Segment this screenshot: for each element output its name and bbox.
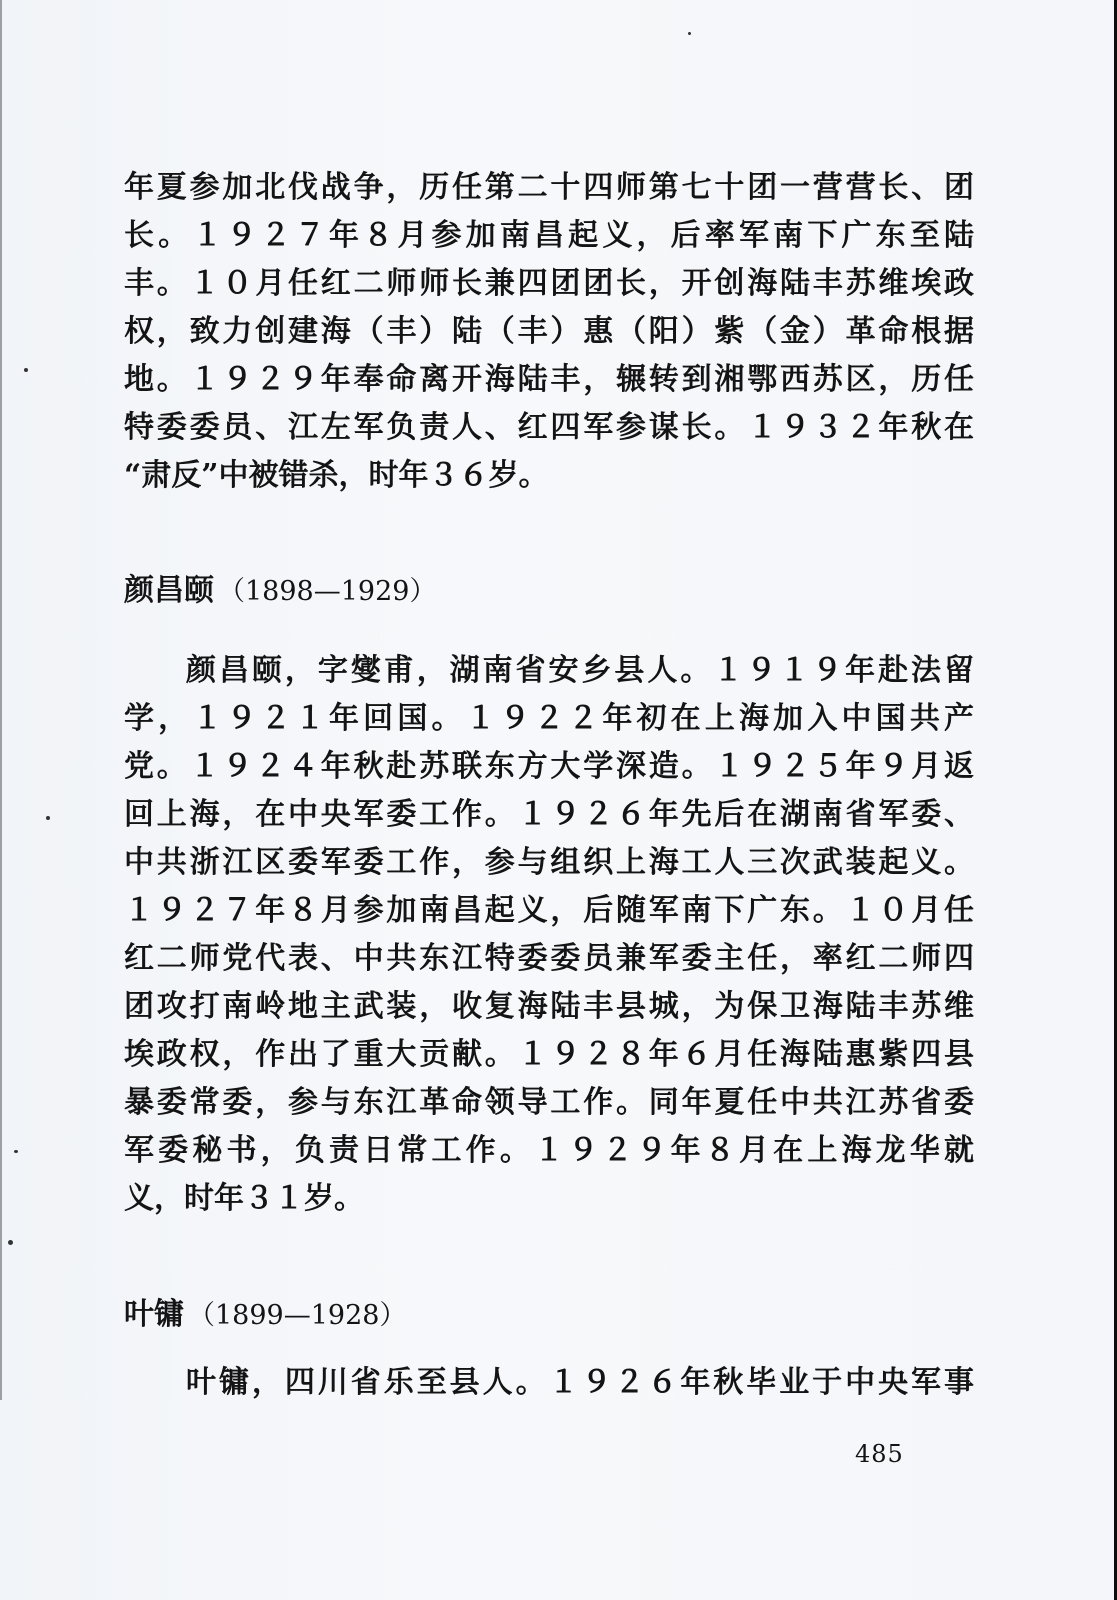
entry-dates: （1899—1928） xyxy=(188,1300,407,1331)
paragraph-line: 特委委员、江左军负责人、红四军参谋长。１９３２年秋在 xyxy=(124,410,974,445)
paragraph-line: “肃反”中被错杀，时年３６岁。 xyxy=(124,458,549,493)
entry-heading xyxy=(124,573,436,609)
paragraph-line: 中共浙江区委军委工作，参与组织上海工人三次武装起义。 xyxy=(124,845,974,880)
paragraph-line: 党。１９２４年秋赴苏联东方大学深造。１９２５年９月返 xyxy=(124,749,974,784)
scan-left-edge xyxy=(0,0,2,1400)
paragraph-line: 团攻打南岭地主武装，收复海陆丰县城，为保卫海陆丰苏维 xyxy=(124,989,974,1024)
paragraph-line: 暴委常委，参与东江革命领导工作。同年夏任中共江苏省委 xyxy=(124,1085,974,1120)
scan-speck xyxy=(8,1240,13,1245)
entry-heading xyxy=(124,1297,406,1333)
entry-dates: （1898—1929） xyxy=(218,576,437,607)
entry-name: 叶镛 xyxy=(124,1297,184,1332)
paragraph-line: 埃政权，作出了重大贡献。１９２８年６月任海陆惠紫四县 xyxy=(124,1037,974,1072)
paragraph-line: 军委秘书，负责日常工作。１９２９年８月在上海龙华就 xyxy=(124,1133,974,1168)
paragraph-line: 叶镛，四川省乐至县人。１９２６年秋毕业于中央军事 xyxy=(186,1365,974,1400)
paragraph-line: 红二师党代表、中共东江特委委员兼军委主任，率红二师四 xyxy=(124,941,974,976)
paragraph-line: １９２７年８月参加南昌起义，后随军南下广东。１０月任 xyxy=(124,893,974,928)
paragraph-line: 长。１９２７年８月参加南昌起义，后率军南下广东至陆 xyxy=(124,218,974,253)
paragraph-line: 权，致力创建海（丰）陆（丰）惠（阳）紫（金）革命根据 xyxy=(124,314,974,349)
scan-speck xyxy=(46,816,50,820)
paragraph-line: 地。１９２９年奉命离开海陆丰，辗转到湘鄂西苏区，历任 xyxy=(124,362,974,397)
scan-speck xyxy=(688,32,691,35)
paragraph-line: 回上海，在中央军委工作。１９２６年先后在湖南省军委、 xyxy=(124,797,974,832)
paragraph-line: 义，时年３１岁。 xyxy=(124,1181,364,1216)
scan-speck xyxy=(24,368,28,372)
paragraph-line: 颜昌颐，字燮甫，湖南省安乡县人。１９１９年赴法留 xyxy=(186,653,974,688)
paragraph-line: 丰。１０月任红二师师长兼四团团长，开创海陆丰苏维埃政 xyxy=(124,266,974,301)
page-number: 485 xyxy=(855,1440,904,1468)
paragraph-line: 学，１９２１年回国。１９２２年初在上海加入中国共产 xyxy=(124,701,974,736)
entry-name: 颜昌颐 xyxy=(124,573,214,608)
scan-speck xyxy=(14,1150,18,1153)
paragraph-line: 年夏参加北伐战争，历任第二十四师第七十团一营营长、团 xyxy=(124,170,974,205)
